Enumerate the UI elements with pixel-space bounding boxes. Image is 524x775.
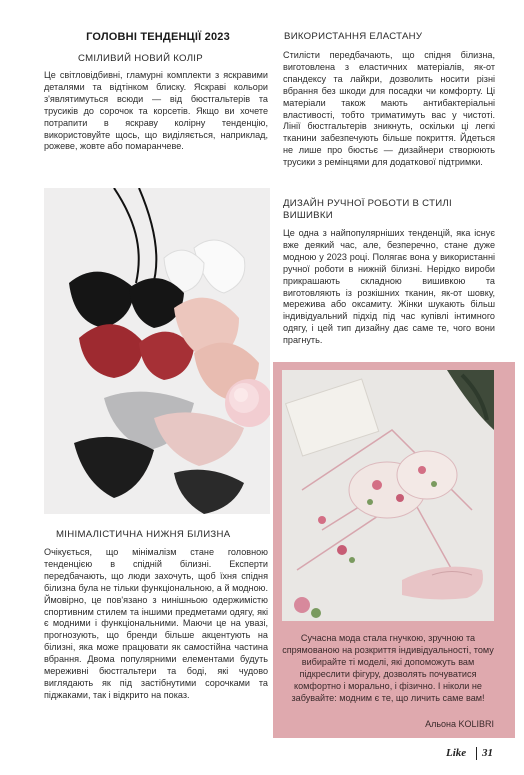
section-heading-elastane: ВИКОРИСТАННЯ ЕЛАСТАНУ (284, 31, 423, 42)
magazine-logo: Like (446, 747, 467, 759)
section-heading-minimalist: МІНІМАЛІСТИЧНА НИЖНЯ БІЛИЗНА (56, 529, 231, 540)
section-text-handmade: Це одна з найпопулярніших тенденцій, яка існує вже деякий час, але, безперечно, стане дуже модною у 2023 році. Полягає вона у використанні ручної роботи в нижній білизні. Нерідко вироби прикрашають складною вишивкою та виготовляють із розкішних тканин, як-от шовку, мережива або оксамиту. Жінки шукають більш індивідуальний підхід під час купівлі інтимного одягу, і цей тип дизайну дає саме те, чого вони прагнуть. (283, 228, 495, 346)
section-heading-bold-color: СМІЛИВИЙ НОВИЙ КОЛІР (78, 53, 203, 64)
embroidered-lingerie-photo (282, 370, 494, 621)
quote-text: Сучасна мода стала гнучкою, зручною та спрямованою на розкриття індивідуальності, тому вибирайте ті моделі, які допоможуть вам підкреслити фігуру, дозволять почуватися комфортно і морально, і фізично. І ніколи не забувайте: модним є те, що личить саме вам! (282, 633, 494, 703)
footer-divider (476, 747, 477, 760)
section-text-bold-color: Це світловідбивні, гламурні комплекти з яскравими деталями та відтінком блиску. Яскраві кольори з'являтимуться всюди — від бюстгальтерів та трусиків до сорочок та корсетів. Якщо ви хочете потрапити в яскраву колірну тенденцію, використовуйте щось, що виділяється, наприклад, рожеве, жовте або помаранчеве. (44, 70, 268, 152)
section-text-minimalist: Очікується, що мінімалізм стане головною тенденцією в спідній білизні. Експерти передбачають, що люди захочуть, щоб їхня спідня білизна була не тільки функціональною, а й модною. Ймовірно, це пов'язано з нинішньою одержимістю спортивним стилем та іншими предметами одягу, які є модними і функціональними. Маючи це на увазі, прогнозують, що бренди більше акцентують на білизні, яка може працювати як самостійна частина вбрання. Двома популярними елементами будуть мереживні бюстгальтери та боді, які чудово виглядають як під застібнутими сорочками та піджаками, так і відкрито на показ. (44, 547, 268, 700)
section-heading-handmade: ДИЗАЙН РУЧНОЇ РОБОТИ В СТИЛІ ВИШИВКИ (283, 198, 452, 221)
lingerie-flatlay-photo (44, 188, 270, 514)
page-title: ГОЛОВНІ ТЕНДЕНЦІЇ 2023 (86, 31, 230, 43)
page-footer (446, 747, 514, 761)
page-number: 31 (482, 747, 493, 759)
section-text-elastane: Стилісти передбачають, що спідня білизна, виготовлена з еластичних матеріалів, як-от спандексу та лайкри, дозволить носити різні вбрання без шкоди для посадки чи комфорту. Ці матеріали також мають антибактеріальні властивості, тобто триматимуть вас у чистоті. Лінії бюстгальтерів зникнуть, оскільки ці легкі тканини забезпечують більше покриття. Йдеться не лише про бюстьє — дизайнери створюють трусики з ремінцями для додаткової підтримки. (283, 50, 495, 168)
author-signature: Альона KOLIBRI (425, 719, 494, 729)
